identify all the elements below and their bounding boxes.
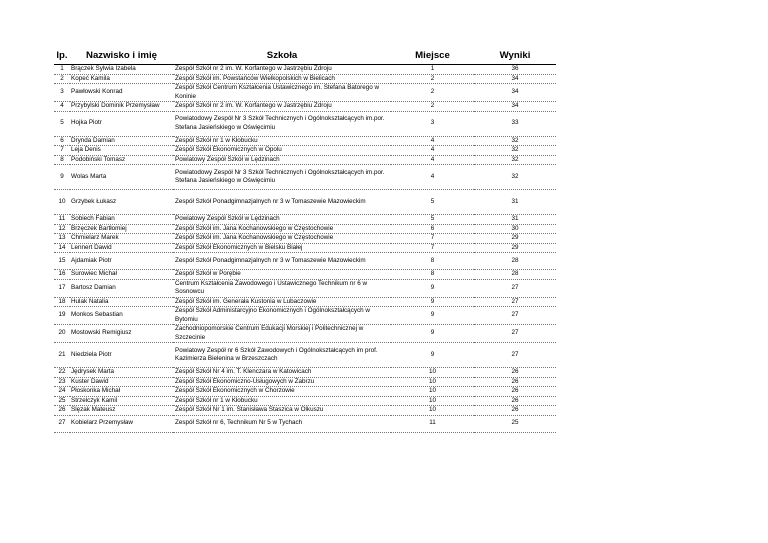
row-place: 7 [391, 243, 474, 253]
row-place: 10 [391, 387, 474, 397]
row-name: Płoskonka Michał [70, 387, 173, 397]
row-name: Wolas Marta [70, 165, 173, 190]
row-school: Zespół Szkół im. Powstańców Wielkopolskich w Bielicach [173, 74, 391, 84]
row-name: Jędrysek Marta [70, 368, 173, 378]
header-name: Nazwisko i imię [70, 47, 173, 65]
row-score: 32 [474, 146, 556, 156]
row-score: 31 [474, 215, 556, 225]
row-score: 25 [474, 415, 556, 432]
row-name: Niedziela Piotr [70, 343, 173, 368]
row-place: 6 [391, 224, 474, 234]
table-row [54, 190, 556, 215]
row-school: Zespół Szkół Ponadgimnazjalnych nr 3 w Tomaszewie Mazowieckim [173, 253, 391, 270]
row-school: Zespół Szkół nr 1 w Kłobucku [173, 396, 391, 406]
row-name: Strzelczyk Kamil [70, 396, 173, 406]
row-name: Pawłowski Konrad [70, 84, 173, 102]
row-score: 26 [474, 377, 556, 387]
row-place: 11 [391, 415, 474, 432]
row-lp: 18 [54, 297, 70, 307]
row-school: Powiatowy Zespół Szkół w Lędzinach [173, 155, 391, 165]
table-row [54, 279, 556, 297]
row-score: 31 [474, 190, 556, 215]
row-name: Brzęczek Bartłomiej [70, 224, 173, 234]
table-row [54, 243, 556, 253]
row-lp: 21 [54, 343, 70, 368]
row-lp: 10 [54, 190, 70, 215]
row-place: 10 [391, 377, 474, 387]
row-school: Zespół Szkół Ekonomiczno-Usługowych w Zabrzu [173, 377, 391, 387]
table-row [54, 368, 556, 378]
row-score: 36 [474, 65, 556, 75]
row-lp: 25 [54, 396, 70, 406]
row-place: 9 [391, 343, 474, 368]
row-name: Kobielarz Przemysław [70, 415, 173, 432]
row-name: Leja Denis [70, 146, 173, 156]
row-lp: 11 [54, 215, 70, 225]
row-score: 27 [474, 297, 556, 307]
row-place: 9 [391, 325, 474, 343]
row-score: 27 [474, 343, 556, 368]
row-score: 26 [474, 387, 556, 397]
row-name: Hulak Natalia [70, 297, 173, 307]
row-school: Centrum Kształcenia Zawodowego i Ustawicznego Technikum nr 6 w Sosnowcu [173, 279, 391, 297]
table-row [54, 136, 556, 146]
table-row [54, 102, 556, 112]
row-score: 26 [474, 368, 556, 378]
row-score: 32 [474, 155, 556, 165]
row-place: 9 [391, 307, 474, 325]
row-lp: 20 [54, 325, 70, 343]
row-place: 4 [391, 136, 474, 146]
row-lp: 16 [54, 270, 70, 280]
row-score: 32 [474, 165, 556, 190]
row-lp: 4 [54, 102, 70, 112]
row-place: 3 [391, 111, 474, 136]
row-score: 27 [474, 279, 556, 297]
row-place: 10 [391, 406, 474, 416]
row-school: Zespół Szkół Nr 4 im. T. Klenczara w Katowicach [173, 368, 391, 378]
row-score: 26 [474, 396, 556, 406]
table-row [54, 270, 556, 280]
row-lp: 13 [54, 234, 70, 244]
row-score: 34 [474, 84, 556, 102]
row-school: Zachodniopomorskie Centrum Edukacji Morskiej i Politechnicznej w Szczecinie [173, 325, 391, 343]
row-school: Powiatodowy Zespół Nr 3 Szkół Technicznych i Ogólnokształcących im.por. Stefana Jasieńskiego w Oświęcimiu [173, 111, 391, 136]
row-place: 5 [391, 215, 474, 225]
table-row [54, 307, 556, 325]
row-name: Monkos Sebastian [70, 307, 173, 325]
row-name: Kuster Dawid [70, 377, 173, 387]
row-school: Zespół Szkół Ekonomicznych w Chorzowie [173, 387, 391, 397]
row-score: 32 [474, 136, 556, 146]
row-name: Bartosz Damian [70, 279, 173, 297]
header-score: Wyniki [474, 47, 556, 65]
row-lp: 2 [54, 74, 70, 84]
table-row [54, 297, 556, 307]
results-table [54, 47, 556, 433]
table-row [54, 215, 556, 225]
row-lp: 12 [54, 224, 70, 234]
row-school: Zespół Szkół im. Jana Kochanowskiego w Częstochowie [173, 224, 391, 234]
row-place: 10 [391, 368, 474, 378]
table-row [54, 111, 556, 136]
row-lp: 22 [54, 368, 70, 378]
table-row [54, 396, 556, 406]
row-name: Drynda Damian [70, 136, 173, 146]
table-row [54, 224, 556, 234]
row-score: 34 [474, 74, 556, 84]
table-row [54, 146, 556, 156]
row-place: 9 [391, 297, 474, 307]
row-lp: 7 [54, 146, 70, 156]
row-place: 5 [391, 190, 474, 215]
row-lp: 3 [54, 84, 70, 102]
table-row [54, 84, 556, 102]
row-name: Lennert Dawid [70, 243, 173, 253]
row-lp: 14 [54, 243, 70, 253]
row-school: Powiatowy Zespół nr 6 Szkół Zawodowych i Ogólnokształcących im prof. Kazimierza Bielenina w Brzeszczach [173, 343, 391, 368]
row-name: Surowiec Michał [70, 270, 173, 280]
row-score: 29 [474, 234, 556, 244]
row-score: 33 [474, 111, 556, 136]
table-row [54, 415, 556, 432]
row-school: Zespół Szkół nr 2 im. W. Korfantego w Jastrzębiu Zdroju [173, 102, 391, 112]
row-school: Zespół Szkół nr 1 w Kłobucku [173, 136, 391, 146]
row-score: 27 [474, 325, 556, 343]
row-place: 10 [391, 396, 474, 406]
row-score: 34 [474, 102, 556, 112]
header-place: Miejsce [391, 47, 474, 65]
row-lp: 26 [54, 406, 70, 416]
row-lp: 1 [54, 65, 70, 75]
table-row [54, 234, 556, 244]
row-lp: 5 [54, 111, 70, 136]
table-row [54, 253, 556, 270]
row-name: Podobiński Tomasz [70, 155, 173, 165]
row-name: Grzybek Łukasz [70, 190, 173, 215]
row-place: 9 [391, 279, 474, 297]
row-school: Zespół Szkół Ekonomicznych w Bielsku Białej [173, 243, 391, 253]
row-score: 30 [474, 224, 556, 234]
row-lp: 9 [54, 165, 70, 190]
table-row [54, 343, 556, 368]
table-row [54, 74, 556, 84]
row-place: 2 [391, 74, 474, 84]
row-name: Ajdamiak Piotr [70, 253, 173, 270]
row-school: Powiatodowy Zespół Nr 3 Szkół Technicznych i Ogólnokształcących im.por. Stefana Jasieńskiego w Oświęcimiu [173, 165, 391, 190]
row-place: 1 [391, 65, 474, 75]
row-name: Ślęzak Mateusz [70, 406, 173, 416]
row-school: Zespół Szkół Administarcyjno Ekonomicznych i Ogólnokształcących w Bytomiu [173, 307, 391, 325]
row-school: Zespół Szkół Nr 1 im. Stanisława Staszica w Olkuszu [173, 406, 391, 416]
table-row [54, 155, 556, 165]
row-score: 26 [474, 406, 556, 416]
header-school: Szkoła [173, 47, 391, 65]
table-row [54, 387, 556, 397]
row-place: 4 [391, 165, 474, 190]
row-school: Zespół Szkół w Porębie [173, 270, 391, 280]
table-row [54, 325, 556, 343]
row-place: 2 [391, 102, 474, 112]
row-school: Zespół Szkół im. Generała Kustonia w Lubaczowie [173, 297, 391, 307]
row-school: Zespół Szkół im. Jana Kochanowskiego w Częstochowie [173, 234, 391, 244]
row-lp: 19 [54, 307, 70, 325]
row-score: 28 [474, 253, 556, 270]
row-school: Zespół Szkół nr 6, Technikum Nr 5 w Tychach [173, 415, 391, 432]
row-name: Chmielarz Marek [70, 234, 173, 244]
row-name: Mostowski Remigiusz [70, 325, 173, 343]
row-lp: 6 [54, 136, 70, 146]
row-score: 27 [474, 307, 556, 325]
row-school: Zespół Szkół Ponadgimnazjalnych nr 3 w Tomaszewie Mazowieckim [173, 190, 391, 215]
row-place: 7 [391, 234, 474, 244]
table-row [54, 377, 556, 387]
row-lp: 8 [54, 155, 70, 165]
header-row [54, 47, 556, 65]
row-name: Sobiech Fabian [70, 215, 173, 225]
row-place: 4 [391, 146, 474, 156]
row-lp: 24 [54, 387, 70, 397]
row-name: Kopeć Kamila [70, 74, 173, 84]
row-score: 28 [474, 270, 556, 280]
row-lp: 23 [54, 377, 70, 387]
row-place: 2 [391, 84, 474, 102]
row-school: Powiatowy Zespół Szkół w Lędzinach [173, 215, 391, 225]
table-row [54, 65, 556, 75]
row-school: Zespół Szkół Centrum Kształcenia Ustawicznego im. Stefana Batorego w Koninie [173, 84, 391, 102]
row-place: 4 [391, 155, 474, 165]
row-lp: 15 [54, 253, 70, 270]
table-row [54, 406, 556, 416]
row-name: Przybylski Dominik Przemysław [70, 102, 173, 112]
row-lp: 17 [54, 279, 70, 297]
table-row [54, 165, 556, 190]
row-name: Brączek Sylwia Izabela [70, 65, 173, 75]
row-name: Hojka Piotr [70, 111, 173, 136]
header-lp: lp. [54, 47, 70, 65]
row-school: Zespół Szkół Ekonomicznych w Opolu [173, 146, 391, 156]
row-score: 29 [474, 243, 556, 253]
row-place: 8 [391, 270, 474, 280]
row-school: Zespół Szkół nr 2 im. W. Korfantego w Jastrzębiu Zdroju [173, 65, 391, 75]
row-lp: 27 [54, 415, 70, 432]
row-place: 8 [391, 253, 474, 270]
